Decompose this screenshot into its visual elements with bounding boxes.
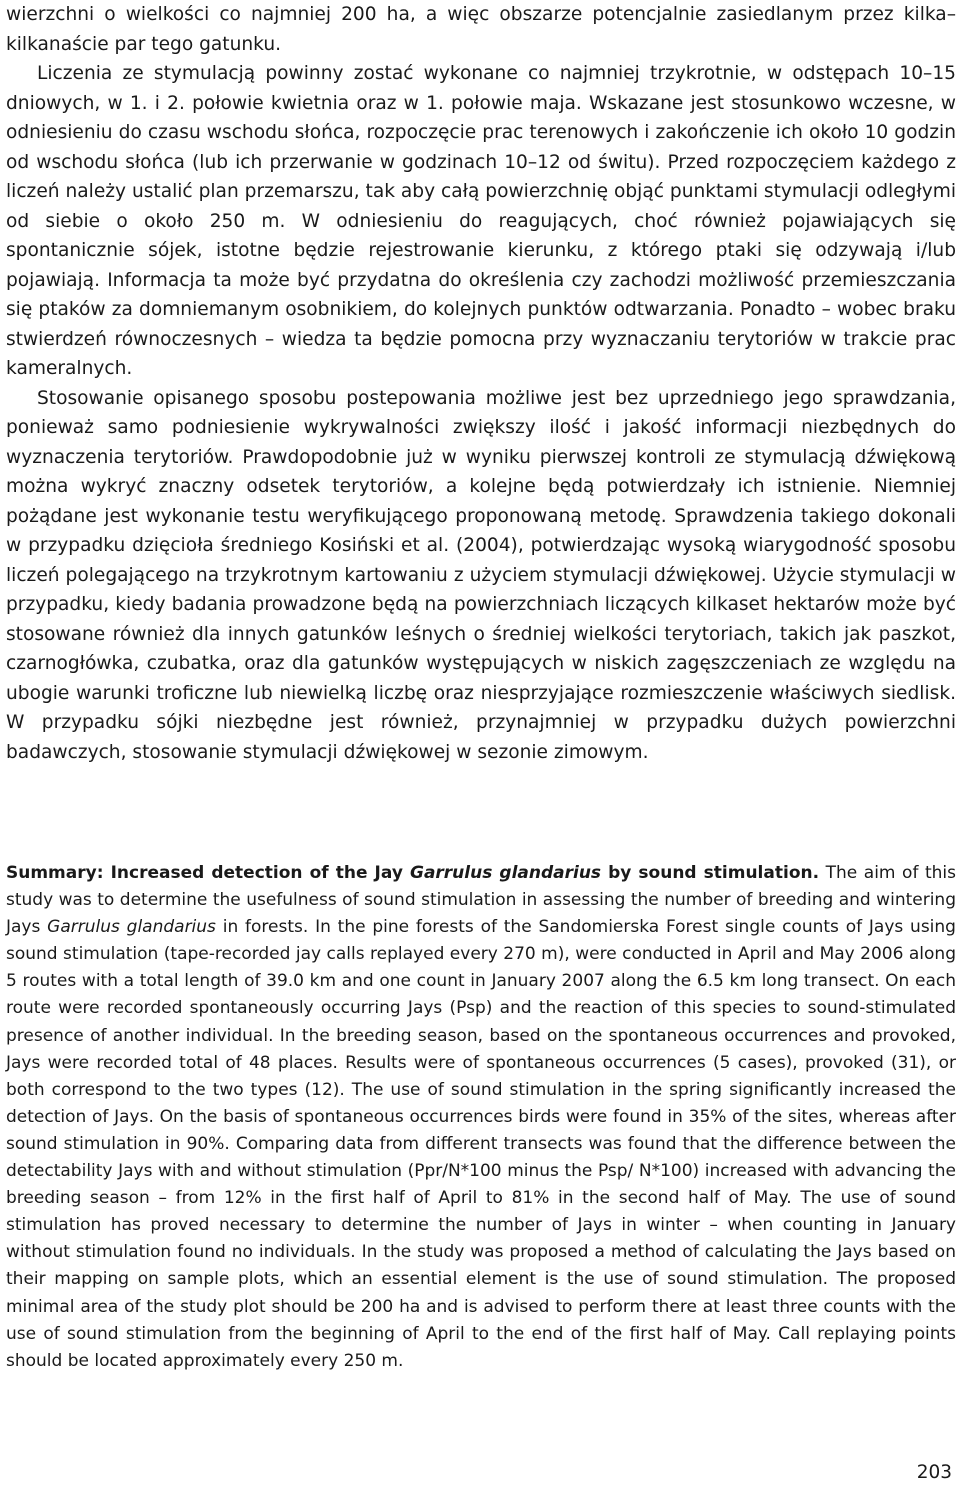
paragraph-continued: wierzchni o wielkości co najmniej 200 ha, a więc obszarze potencjalnie zasiedlanym przez kilka–kilkanaście par tego gatunku.	[6, 4, 956, 55]
page-number: 203	[916, 1462, 952, 1483]
paragraph-method-application: Stosowanie opisanego sposobu postepowania możliwe jest bez uprzedniego jego sprawdzania, ponieważ samo podniesienie wykrywalności zwiększy ilość i jakość informacji niezbędnych do wyznaczenia terytoriów. Prawdopodobnie już w wyniku pierwszej kontroli ze stymulacją dźwiękową można wykryć znaczny odsetek terytoriów, a kolejne będą potwierdzały ich istnienie. Niemniej pożądane jest wykonanie testu weryfikującego proponowaną metodę. Sprawdzenia takiego dokonali w przypadku dzięcioła średniego Kosiński et al. (2004), potwierdzając wysoką wiarygodność sposobu liczeń polegającego na trzykrotnym kartowaniu z użyciem stymulacji dźwiękowej. Użycie stymulacji w przypadku, kiedy badania prowadzone będą na powierzchniach liczących kilkaset hektarów może być stosowane również dla innych gatunków leśnych o średniej wielkości terytoriach, takich jak paszkot, czarnogłówka, czubatka, oraz dla gatunków występujących w niskich zagęszczeniach ze względu na ubogie warunki troficzne lub niewielką liczbę oraz niesprzyjające rozmieszczenie właściwych siedlisk. W przypadku sójki niezbędne jest również, przynajmniej w przypadku dużych powierzchni badawczych, stosowanie stymulacji dźwiękowej w sezonie zimowym.	[6, 387, 956, 763]
summary-text-a: The aim of this study was to determine the usefulness of sound stimulation in assessing the number of breeding and wintering Jays	[6, 863, 957, 938]
summary-heading: Summary: Increased detection of the Jay Garrulus glandarius by sound stimulation.	[6, 863, 820, 883]
polish-body-text	[6, 0, 956, 767]
summary-text-b: in forests. In the pine forests of the Sandomierska Forest single counts of Jays using sound stimulation (tape-recorded jay calls replayed every 270 m), were conducted in April and May 2006 along 5 routes with a total length of 39.0 km and one count in January 2007 along the 6.5 km long transect. On each route were recorded spontaneously occurring Jays (Psp) and the reaction of this species to sound-stimulated presence of another individual. In the breeding season, based on the spontaneous occurrences and provoked, Jays were recorded total of 48 places. Results were of spontaneous occurrences (5 cases), provoked (31), or both correspond to the two types (12). The use of sound stimulation in the spring significantly increased the detection of Jays. On the basis of spontaneous occurrences birds were found in 35% of the sites, whereas after sound stimulation in 90%. Comparing data from different transects was found that the difference between the detectability Jays with and without stimulation (Ppr/N*100 minus the Psp/ N*100) increased with advancing the breeding season – from 12% in the first half of April to 81% in the second half of May. The use of sound stimulation has proved necessary to determine the number of Jays in winter – when counting in January without stimulation found no individuals. In the study was proposed a method of calculating the Jays based on their mapping on sample plots, which an essential element is the use of sound stimulation. The proposed minimal area of the study plot should be 200 ha and is advised to perform there at least three counts with the use of sound stimulation from the beginning of April to the end of the first half of May. Call replaying points should be located approximately every 250 m.	[6, 917, 956, 1371]
page	[6, 0, 957, 1371]
paragraph-counting-schedule: Liczenia ze stymulacją powinny zostać wykonane co najmniej trzykrotnie, w odstępach 10–15 dniowych, w 1. i 2. połowie kwietnia oraz w 1. połowie maja. Wskazane jest stosunkowo wczesne, w odniesieniu do czasu wschodu słońca, rozpoczęcie prac terenowych i zakończenie ich około 10 godzin od wschodu słońca (lub ich przerwanie w godzinach 10–12 od świtu). Przed rozpoczęciem każdego z liczeń należy ustalić plan przemarszu, tak aby całą powierzchnię objąć punktami stymulacji odległymi od siebie o około 250 m. W odniesieniu do reagujących, choć również pojawiających się spontanicznie sójek, istotne będzie rejestrowanie kierunku, z którego ptaki się odzywają i/lub pojawiają. Informacja ta może być przydatna do określenia czy zachodzi możliwość przemieszczania się ptaków za domniemanym osobnikiem, do kolejnych punktów odtwarzania. Ponadto – wobec braku stwierdzeń równoczesnych – wiedza ta będzie pomocna przy wyznaczaniu terytoriów w trakcie prac kameralnych.	[6, 63, 956, 379]
english-summary	[6, 860, 956, 1375]
species-name: Garrulus glandarius	[47, 917, 216, 938]
species-name: Garrulus glandarius	[409, 863, 602, 883]
